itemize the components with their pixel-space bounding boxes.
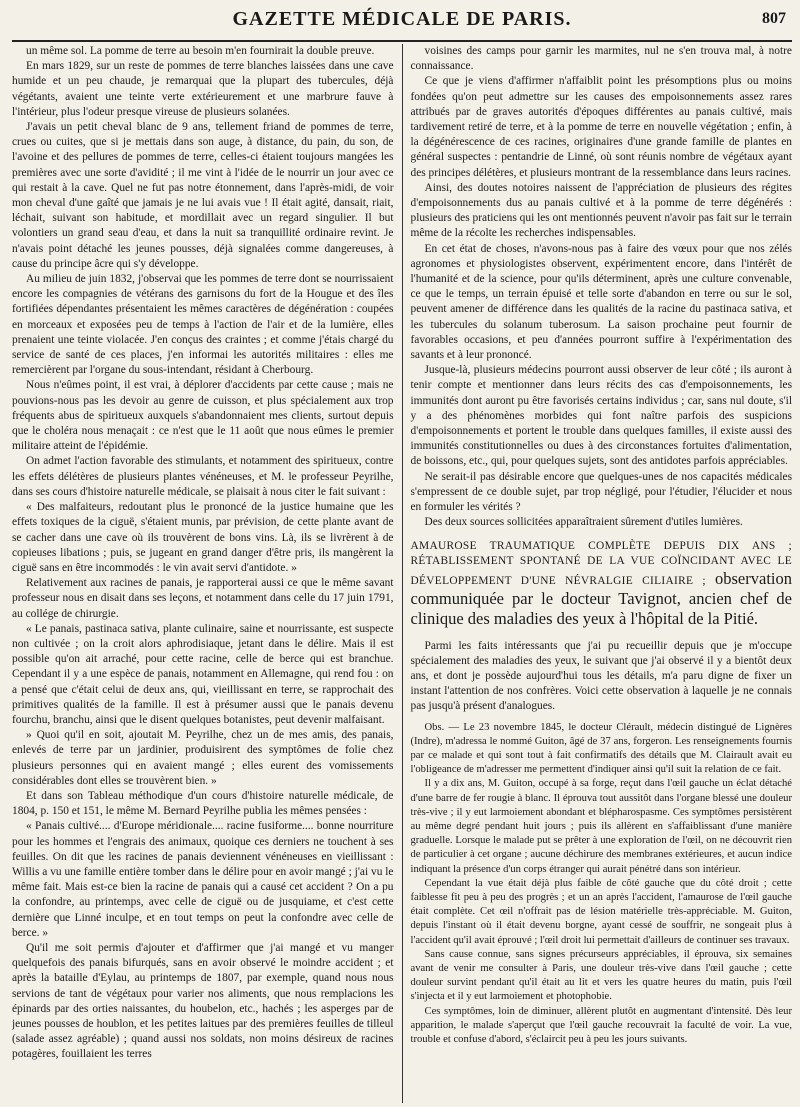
paragraph: Et dans son Tableau méthodique d'un cours d'histoire naturelle médicale, de 1804, p. 150 et 151, le même M. Bernard Peyrilhe publia les mêmes pensées : bbox=[12, 789, 394, 818]
paragraph: Jusque-là, plusieurs médecins pourront aussi observer de leur côté ; ils auront à tenir compte et mentionner dans leurs récits des cas d'empoisonnements, les immunités dont auront pu être favorisés certains individus ; car, sans nul doute, s'il y a des phénomènes morbides qui font naître parfois des suspicions d'empoisonnements et portent le trouble dans quelques familles, il existe aussi des immunités constitutionnelles ou dues à des circonstances fortuites d'alimentation, de boissons, etc., qui, pour quelques sujets, sont des antidotes parfois appréciables. bbox=[410, 364, 792, 468]
paragraph: J'avais un petit cheval blanc de 9 ans, tellement friand de pommes de terre, crues ou cuites, que si je mettais dans son auge, à distance, du pain, du son, de l'avoine et des pellures de pommes de terre, celles-ci étaient toujours mangées les premières avec une sorte d'avidité ; il me vint à l'idée de le nourrir un jour avec ce qui restait à la cave. Quel ne fut pas notre étonnement, dans l'après-midi, de voir mon cheval d'une gaîté que jamais je ne lui avais vue ! Il était agité, dansait, riait, léchait, suivant son habitude, et mordillait avec un regard singulier. Il but volontiers un grand seau d'eau, et dans la nuit sa tranquillité ordinaire revint. Je n'avais point détaché les jeunes pousses, déjà signalées comme dangereuses, à cause du principe âcre qui s'y développe. bbox=[12, 121, 394, 270]
article-title-large: observation communiquée par le docteur Tavignot, ancien chef de clinique des maladies des yeux à l'hôpital de la Pitié. bbox=[410, 568, 792, 628]
paragraph: Qu'il me soit permis d'ajouter et d'affirmer que j'ai mangé et vu manger quelquefois des panais bifurqués, sans en avoir observé le moindre accident ; et après la bataille d'Eylau, au printemps de 1807, par exemple, quand nous nous servions de tant de végétaux pour varier nos aliments, que nous remplacions les épinards par des orties naissantes, du houbelon, etc., hachés ; les asperges par de jeunes pousses de houblon, et les petites laitues par des premières feuilles de tilleul (salade assez agréable) ; quand aussi nos soldats, non moins désireux de racines potagères, fouillaient les terres bbox=[12, 941, 394, 1061]
page-header bbox=[12, 0, 792, 42]
right-column bbox=[403, 44, 793, 1103]
paragraph: Ces symptômes, loin de diminuer, allèrent plutôt en augmentant d'intensité. Dès leur apparition, le malade s'aperçut que l'œil gauche recouvrait la faculté de voir. La vue, trouble et confuse d'abord, s'éclaircit peu à peu les jours suivants. bbox=[410, 1005, 792, 1045]
paragraph: Ainsi, des doutes notoires naissent de l'appréciation de plusieurs des régites d'empoisonnements dus au panais cultivé et à la pomme de terre dégénérés : plusieurs des praticiens qui les ont mentionnés peuvent n'avoir pas fait sur le terrain même de la récolte les recherches indispensables. bbox=[410, 181, 792, 240]
paragraph: voisines des camps pour garnir les marmites, nul ne s'en trouva mal, à notre connaissance. bbox=[410, 45, 792, 73]
paragraph: un même sol. La pomme de terre au besoin m'en fournirait la double preuve. bbox=[26, 45, 375, 57]
paragraph: Des deux sources sollicitées apparaîtraient sûrement d'utiles lumières. bbox=[424, 516, 743, 529]
left-column bbox=[12, 44, 402, 1103]
paragraph: Sans cause connue, sans signes précurseurs appréciables, il éprouva, six semaines avant de venir me consulter à Paris, une douleur très-vive dans l'œil gauche ; cette douleur survint pendant qu'il était au lit et vers les quatre heures du matin, puis l'œil s'injecta et il y eut larmoiement et photophobie. bbox=[410, 948, 792, 1003]
paragraph: En mars 1829, sur un reste de pommes de terre blanches laissées dans une cave humide et un peu chaude, je remarquai que la plupart des tubercules, déjà végétants, avaient une teinte verte extérieurement et une marbrure fauve à l'intérieur, plus l'odeur presque vireuse de plusieurs solanées. bbox=[12, 60, 394, 118]
paragraph: Cependant la vue était déjà plus faible de côté gauche que du côté droit ; cette faiblesse fit peu à peu des progrès ; et un an après l'accident, l'amaurose de l'œil gauche était complète. Cet œil n'offrait pas de lésion matérielle très-appréciable. M. Guiton, depuis l'instant où il était devenu borgne, ayant cessé de souffrir, ne songeait plus à l'accident qu'il avait éprouvé ; l'œil droit lui permettait d'ailleurs de continuer ses travaux. bbox=[410, 877, 792, 946]
paragraph: Relativement aux racines de panais, je rapporterai aussi ce que le même savant professeur nous en disait dans ses leçons, et notamment dans celle du 17 juin 1791, au collége de chirurgie. bbox=[12, 577, 394, 620]
paragraph: Ne serait-il pas désirable encore que quelques-unes de nos capacités médicales s'empressent de ce double sujet, par trop négligé, pour l'étudier, l'élucider et nous en formuler les vérités ? bbox=[410, 470, 792, 514]
paragraph: Il y a dix ans, M. Guiton, occupé à sa forge, reçut dans l'œil gauche un éclat détaché d'une barre de fer rougie à blanc. Il éprouva tout aussitôt dans l'organe blessé une douleur très-vive ; il y eut larmoiement abondant et blépharospasme. Ces symptômes persistèrent au même degré pendant huit jours ; puis ils allèrent en s'affaiblissant d'une manière graduelle. Lorsque le malade put se prêter à une exploration de l'œil, on ne découvrit rien de particulier à cet organe ; aucune déchirure des membranes extérieures, et aucun indice indiquant la présence d'un corps étranger qui aurait pénétré dans son intérieur. bbox=[410, 778, 792, 875]
paragraph: Nous n'eûmes point, il est vrai, à déplorer d'accidents par cette cause ; mais ne pouvions-nous pas les devoir au genre de cuisson, et plus spécialement aux trop fréquents abus de spiritueux auxquels s'abandonnaient mes clients, surtout depuis que le choléra nous menaçait : ce n'est que le 11 août que nous eûmes le premier militaire atteint de l'épidémie. bbox=[12, 379, 394, 453]
paragraph: Au milieu de juin 1832, j'observai que les pommes de terre dont se nourrissaient encore les compagnies de vétérans des garnisons du fort de la Hougue et des îles fortifiées dépendantes présentaient les mêmes caractères de dégénération : coupées en morceaux et exposées peu de temps à l'action de l'air et de la lumière, elles prenaient une teinte violacée. J'en conçus des craintes ; et comme j'étais chargé du service de santé de ces places, j'en informai les autorités militaires : elles me remercièrent par l'organe du sous-intendant, résidant à Cherbourg. bbox=[12, 273, 394, 377]
page-number: 807 bbox=[762, 10, 786, 27]
paragraph: Obs. — Le 23 novembre 1845, le docteur Clérault, médecin distingué de Lignères (Indre), m'adressa le nommé Guiton, âgé de 37 ans, forgeron. Les renseignements fournis par ce malade et qui sont tout à fait confirmatifs des détails que M. Clairault avait eu l'obligeance de m'adresser me permettent d'indiquer ainsi qu'il suit la relation de ce fait. bbox=[410, 721, 792, 776]
paragraph: « Des malfaiteurs, redoutant plus le prononcé de la justice humaine que les effets toxiques de la ciguë, s'étaient munis, par prévision, de cette plante avant de se cacher dans une cave où ils trouvèrent de bons vins. Là, ils se livrèrent à de copieuses libations ; puis, se jugeant en grand danger d'être pris, ils mangèrent la ciguë sans en être incommodés : le vin avait servi d'antidote. » bbox=[12, 501, 394, 574]
paragraph: On admet l'action favorable des stimulants, et notamment des spiritueux, contre les effets délétères de plusieurs plantes vénéneuses, et M. le professeur Peyrilhe, dans ses cours d'histoire naturelle médicale, se plaisait à nous citer le fait suivant : bbox=[12, 455, 394, 498]
observation-block bbox=[411, 721, 793, 1048]
article-title-caps: AMAUROSE TRAUMATIQUE COMPLÈTE DEPUIS DIX ANS ; RÉTABLISSEMENT SPONTANÉ DE LA VUE COÏNCIDANT AVEC LE DÉVELOPPEMENT D'UNE NÉVRALGIE CILIAIRE ; bbox=[410, 539, 792, 587]
paragraph: « Panais cultivé.... d'Europe méridionale.... racine fusiforme.... bonne nourriture pour les hommes et l'engrais des animaux, quoique ces derniers ne touchent à ses feuilles. On dit que les racines de panais deviennent vénéneuses en vieillissant : Willis a vu une famille entière tomber dans le délire pour en avoir mangé ; j'ai vu le même fait. Mais est-ce bien la racine de panais qui a causé cet accident ? On a pu la confondre, au printemps, avec celle de ciguë ou de jusquiame, et c'est cette dernière que Linné inculpe, et en tout temps on peut la confondre avec celle de berce. » bbox=[12, 820, 394, 939]
paragraph: En cet état de choses, n'avons-nous pas à faire des vœux pour que nos zélés agronomes et physiologistes observent, expérimentent encore, dans l'intérêt de l'humanité et de la science, pour qu'ils déterminent, après une culture convenable, ce que le temps, un terrain épuisé et telle sorte d'abandon en terre ou sur le sol, peuvent amener de différence dans les qualités de la racine du pastinaca sativa, et les tubercules du solanum tuberosum. La saison prochaine peut fournir de favorables occasions, et peu d'années pourront suffire à l'expérimentation des savants et à leur prononcé. bbox=[410, 242, 792, 362]
journal-title: GAZETTE MÉDICALE DE PARIS. bbox=[232, 8, 572, 30]
paragraph: Ce que je viens d'affirmer n'affaiblit point les présomptions plus ou moins fondées qu'on peut admettre sur les causes des empoisonnements assez rares attribués par de graves autorités d'époques différentes au panais cultivé, mais tardivement retiré de terre, et à la pomme de terre en nouvelle végétation ; enfin, à la dégénérescence de ces racines, originaires d'une grande famille de plantes en général suspectes : pentandrie de Linné, où sont réunis nombre de végétaux ayant des principes délétères, et plusieurs montrant de la ressemblance dans leurs racines. bbox=[410, 75, 792, 179]
article-heading bbox=[411, 539, 793, 629]
paragraph: Parmi les faits intéressants que j'ai pu recueillir depuis que je m'occupe spécialement des maladies des yeux, le suivant que j'ai observé il y a bientôt deux ans, et dont je possède aujourd'hui tous les détails, m'a paru digne de fixer un instant l'attention de nos confrères. Voici cette observation à laquelle je ne connais pas jusqu'à présent d'analogues. bbox=[410, 639, 792, 713]
two-column-body bbox=[12, 44, 792, 1103]
paragraph: « Le panais, pastinaca sativa, plante culinaire, saine et nourrissante, est suspecte non cultivée ; on la croit alors aphrodisiaque, jetant dans le délire. Mais il est possible qu'on ait arraché, pour cette racine, celle de berce qui est branchue. Cependant il y a une espèce de panais, notamment en Allemagne, qui rend fou : on a pensé que c'était celui de deux ans, qui, vieillissant en terre, se rapprochait des primitives qualités de la famille. Il est à présumer aussi que le panais devenu fourchu, branchu, ainsi que le disent quelques botanistes, peut devenir malfaisant. bbox=[12, 622, 394, 726]
paragraph: » Quoi qu'il en soit, ajoutait M. Peyrilhe, chez un de mes amis, des panais, enlevés de terre par un jardinier, produisirent des symptômes de folie chez plusieurs personnes qui en avaient mangé ; elles eurent des vomissements considérables dont elles se trouvèrent bien. » bbox=[12, 729, 394, 787]
